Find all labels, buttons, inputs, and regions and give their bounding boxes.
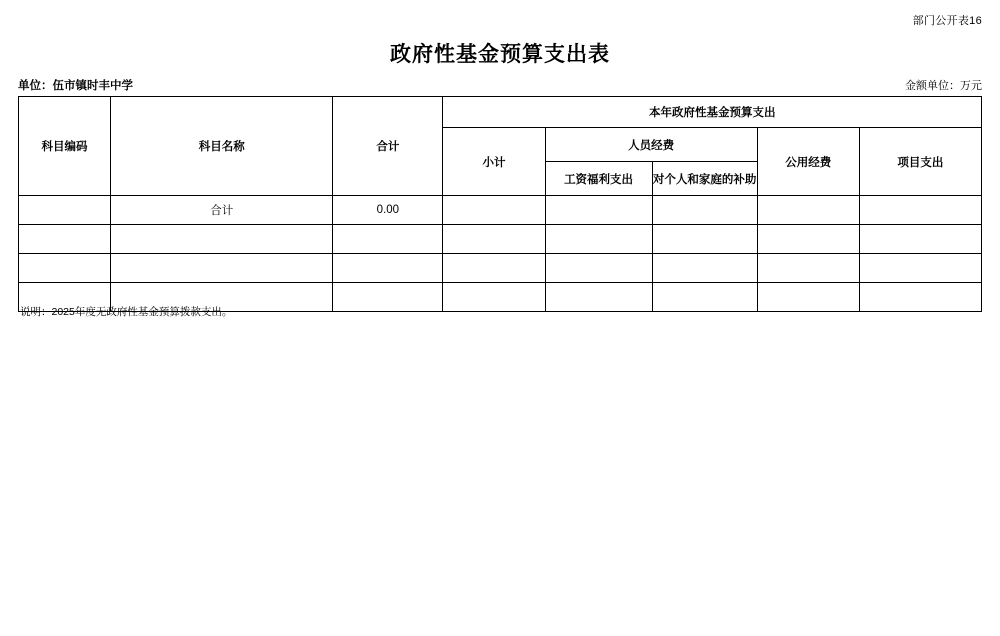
col-header-total: 合计 — [333, 97, 443, 196]
table-row — [19, 196, 982, 225]
col-header-salary-welfare: 工资福利支出 — [545, 162, 652, 196]
col-header-family-subsidy: 对个人和家庭的补助 — [652, 162, 757, 196]
table-header — [19, 97, 982, 196]
page-title: 政府性基金预算支出表 — [390, 43, 610, 66]
cell-total: 0.00 — [333, 196, 443, 225]
form-code-label: 部门公开表16 — [912, 15, 982, 27]
cell-code — [19, 254, 111, 283]
cell-salary-welfare — [545, 254, 652, 283]
footnote: 说明：2025年度无政府性基金预算拨款支出。 — [20, 306, 233, 318]
cell-subtotal — [443, 196, 545, 225]
cell-family-subsidy — [652, 196, 757, 225]
cell-project-expenditure — [859, 196, 981, 225]
cell-project-expenditure — [859, 254, 981, 283]
budget-table — [18, 96, 982, 312]
cell-subtotal — [443, 283, 545, 312]
amount-unit-label: 金额单位：万元 — [905, 80, 982, 92]
col-header-group-current-year: 本年政府性基金预算支出 — [443, 97, 982, 128]
cell-family-subsidy — [652, 254, 757, 283]
cell-family-subsidy — [652, 283, 757, 312]
col-header-code: 科目编码 — [19, 97, 111, 196]
table-row — [19, 254, 982, 283]
cell-code — [19, 225, 111, 254]
col-header-public-funds: 公用经费 — [757, 128, 859, 196]
cell-family-subsidy — [652, 225, 757, 254]
cell-public-funds — [757, 254, 859, 283]
cell-total — [333, 225, 443, 254]
cell-name: 合计 — [111, 196, 333, 225]
cell-project-expenditure — [859, 283, 981, 312]
cell-name — [111, 225, 333, 254]
col-header-project-expenditure: 项目支出 — [859, 128, 981, 196]
unit-label: 单位：伍市镇时丰中学 — [18, 80, 133, 92]
cell-public-funds — [757, 196, 859, 225]
cell-salary-welfare — [545, 196, 652, 225]
cell-name — [111, 254, 333, 283]
table-body — [19, 196, 982, 312]
cell-project-expenditure — [859, 225, 981, 254]
cell-subtotal — [443, 254, 545, 283]
meta-row — [18, 77, 982, 93]
cell-salary-welfare — [545, 283, 652, 312]
cell-total — [333, 283, 443, 312]
cell-public-funds — [757, 283, 859, 312]
table-row — [19, 225, 982, 254]
cell-public-funds — [757, 225, 859, 254]
col-header-name: 科目名称 — [111, 97, 333, 196]
col-header-subtotal: 小计 — [443, 128, 545, 196]
cell-code — [19, 196, 111, 225]
cell-subtotal — [443, 225, 545, 254]
cell-salary-welfare — [545, 225, 652, 254]
col-header-personnel: 人员经费 — [545, 128, 757, 162]
cell-total — [333, 254, 443, 283]
